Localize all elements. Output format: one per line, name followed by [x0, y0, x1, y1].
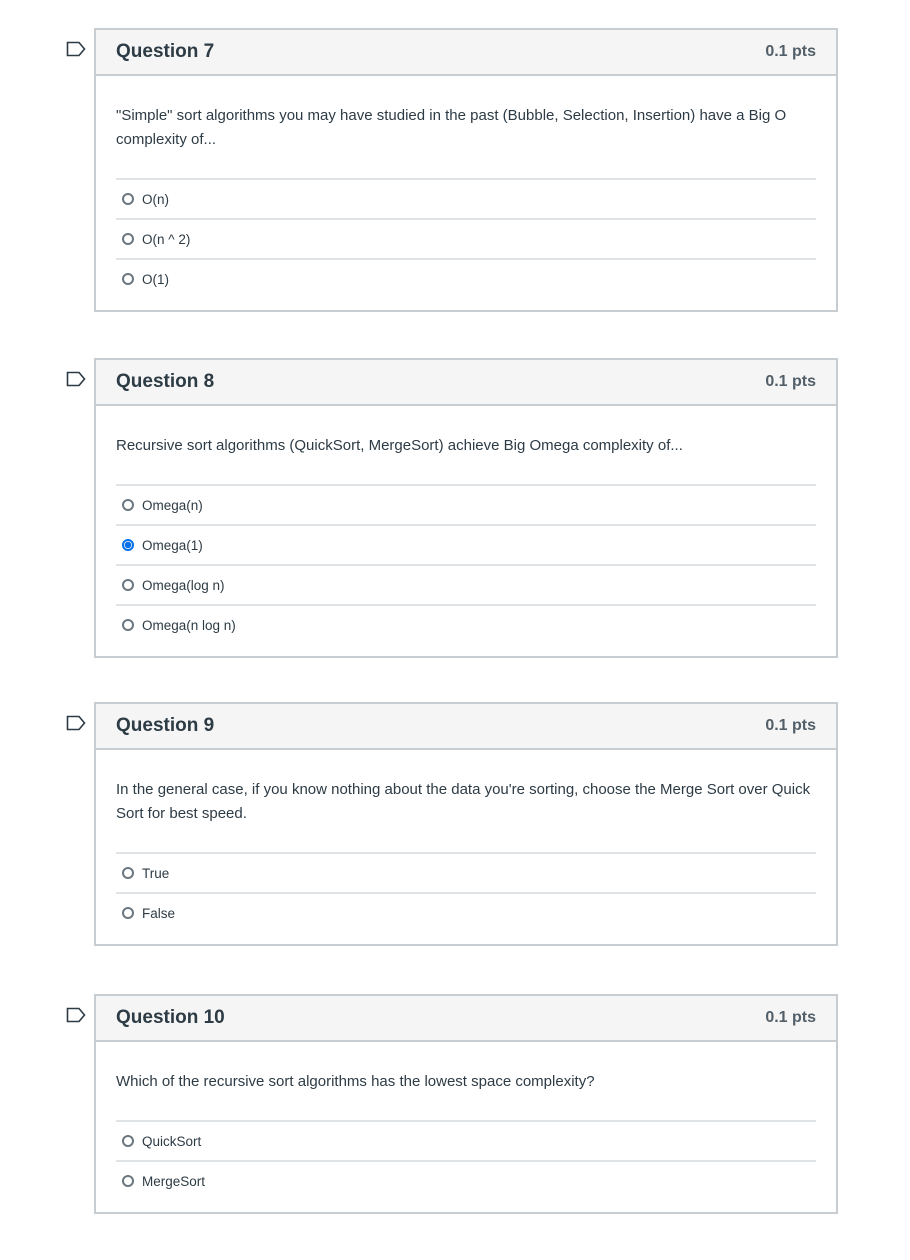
answer-label: QuickSort — [142, 1133, 202, 1149]
answer-label: O(1) — [142, 271, 169, 287]
answer-option[interactable] — [116, 566, 816, 606]
question-title: Question 9 — [116, 715, 215, 736]
radio-button[interactable] — [122, 907, 134, 919]
answer-option[interactable] — [116, 486, 816, 526]
radio-button[interactable] — [122, 273, 134, 285]
bookmark-flag-icon[interactable] — [66, 41, 86, 57]
radio-button[interactable] — [122, 539, 134, 551]
radio-button[interactable] — [122, 233, 134, 245]
answer-label: Omega(1) — [142, 537, 203, 553]
answer-label: Omega(n) — [142, 497, 203, 513]
radio-button[interactable] — [122, 499, 134, 511]
question-card — [94, 358, 838, 658]
answer-label: O(n) — [142, 191, 169, 207]
question-points: 0.1 pts — [765, 1009, 816, 1026]
question-text: "Simple" sort algorithms you may have studied in the past (Bubble, Selection, Insertion) have a Big O complexity of... — [116, 107, 787, 148]
answer-label: True — [142, 865, 170, 881]
answer-list — [116, 1120, 816, 1200]
radio-button[interactable] — [122, 193, 134, 205]
answer-label: O(n ^ 2) — [142, 231, 191, 247]
question-points: 0.1 pts — [765, 717, 816, 734]
answer-label: Omega(n log n) — [142, 617, 236, 633]
answer-option[interactable] — [116, 220, 816, 260]
question-text: Which of the recursive sort algorithms has the lowest space complexity? — [116, 1073, 595, 1090]
answer-option[interactable] — [116, 180, 816, 220]
answer-list — [116, 178, 816, 298]
answer-option[interactable] — [116, 1122, 816, 1162]
question-card — [94, 702, 838, 946]
radio-button[interactable] — [122, 1135, 134, 1147]
radio-button[interactable] — [122, 619, 134, 631]
question-header — [96, 360, 836, 406]
answer-option[interactable] — [116, 606, 816, 644]
answer-option[interactable] — [116, 1162, 816, 1200]
answer-list — [116, 852, 816, 932]
answer-label: False — [142, 905, 176, 921]
radio-button[interactable] — [122, 579, 134, 591]
bookmark-flag-icon[interactable] — [66, 371, 86, 387]
question-points: 0.1 pts — [765, 43, 816, 60]
question-points: 0.1 pts — [765, 373, 816, 390]
bookmark-flag-icon[interactable] — [66, 715, 86, 731]
question-title: Question 7 — [116, 41, 215, 62]
answer-label: MergeSort — [142, 1173, 206, 1189]
bookmark-flag-icon[interactable] — [66, 1007, 86, 1023]
question-title: Question 8 — [116, 371, 215, 392]
question-title: Question 10 — [116, 1007, 225, 1028]
question-header — [96, 30, 836, 76]
answer-option[interactable] — [116, 854, 816, 894]
answer-label: Omega(log n) — [142, 577, 225, 593]
answer-list — [116, 484, 816, 644]
radio-button[interactable] — [122, 1175, 134, 1187]
answer-option[interactable] — [116, 894, 816, 932]
question-text: In the general case, if you know nothing about the data you're sorting, choose the Merge Sort over Quick Sort for best speed. — [116, 781, 811, 822]
question-header — [96, 704, 836, 750]
question-card — [94, 28, 838, 312]
radio-button[interactable] — [122, 867, 134, 879]
question-text: Recursive sort algorithms (QuickSort, MergeSort) achieve Big Omega complexity of... — [116, 437, 683, 454]
answer-option[interactable] — [116, 260, 816, 298]
question-header — [96, 996, 836, 1042]
question-card — [94, 994, 838, 1214]
answer-option[interactable] — [116, 526, 816, 566]
